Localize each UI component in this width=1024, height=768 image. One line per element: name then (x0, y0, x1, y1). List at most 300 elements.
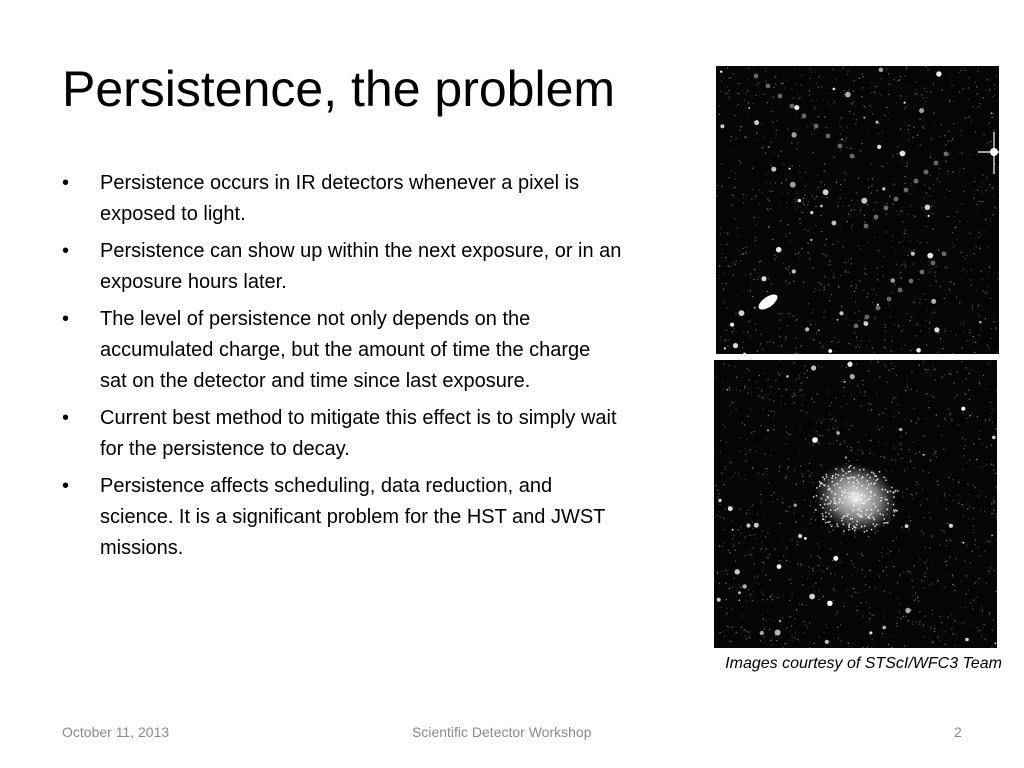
noise-speck (861, 553, 862, 554)
noise-speck (797, 541, 798, 542)
noise-speck (860, 392, 861, 393)
noise-speck (875, 588, 876, 589)
noise-speck (741, 615, 742, 616)
noise-speck (792, 593, 793, 594)
noise-speck (928, 472, 929, 473)
blob-grain (834, 498, 836, 500)
noise-speck (748, 112, 749, 113)
noise-speck (865, 107, 866, 108)
noise-speck (871, 288, 872, 289)
noise-speck (772, 599, 773, 600)
noise-speck (875, 317, 876, 318)
noise-speck (977, 211, 978, 212)
noise-speck (997, 352, 998, 353)
noise-speck (720, 244, 721, 245)
noise-speck (718, 278, 719, 279)
noise-speck (760, 640, 761, 641)
star (735, 569, 740, 574)
noise-speck (993, 214, 994, 215)
noise-speck (863, 105, 864, 106)
noise-speck (726, 442, 727, 443)
blob-grain (841, 495, 843, 497)
noise-speck (769, 399, 770, 400)
noise-speck (725, 232, 726, 233)
noise-speck (840, 190, 841, 191)
noise-speck (833, 244, 834, 245)
noise-speck (990, 567, 991, 568)
noise-speck (809, 94, 810, 95)
noise-speck (759, 261, 760, 262)
star (832, 221, 837, 226)
noise-speck (918, 279, 919, 280)
noise-speck (917, 597, 918, 598)
noise-speck (723, 363, 724, 364)
noise-speck (737, 104, 738, 105)
noise-speck (979, 103, 980, 104)
blob-grain (827, 503, 829, 505)
noise-speck (844, 441, 845, 442)
noise-speck (993, 321, 994, 322)
noise-speck (765, 454, 766, 455)
noise-speck (780, 320, 781, 321)
noise-speck (840, 198, 841, 199)
noise-speck (746, 513, 747, 514)
noise-speck (735, 178, 736, 179)
noise-speck (947, 523, 948, 524)
noise-speck (924, 576, 925, 577)
noise-speck (961, 542, 962, 543)
noise-speck (755, 225, 756, 226)
blob-grain (815, 509, 817, 511)
noise-speck (950, 152, 951, 153)
blob-grain (819, 486, 821, 488)
noise-speck (723, 517, 724, 518)
noise-speck (965, 545, 966, 546)
noise-speck (896, 626, 897, 627)
noise-speck (760, 502, 761, 503)
noise-speck (741, 587, 742, 588)
noise-speck (857, 460, 858, 461)
noise-speck (764, 514, 765, 515)
noise-speck (814, 512, 815, 513)
noise-speck (848, 214, 849, 215)
noise-speck (752, 296, 753, 297)
noise-speck (721, 81, 722, 82)
noise-speck (843, 395, 844, 396)
noise-speck (761, 542, 762, 543)
noise-speck (752, 505, 753, 506)
bullet-text: The level of persistence not only depends on the accumulated charge, but the amount of time the charge sat on the detector and time since last exposure. (100, 308, 591, 392)
noise-speck (989, 267, 990, 268)
noise-speck (961, 252, 962, 253)
noise-speck (861, 340, 862, 341)
noise-speck (817, 175, 818, 176)
noise-speck (837, 241, 838, 242)
blob-grain (847, 477, 849, 479)
star (961, 407, 965, 411)
noise-speck (869, 613, 870, 614)
noise-speck (924, 88, 925, 89)
persistence-spot (850, 154, 855, 159)
noise-speck (906, 68, 907, 69)
noise-speck (864, 395, 865, 396)
noise-speck (931, 395, 932, 396)
noise-speck (801, 604, 802, 605)
noise-speck (972, 608, 973, 609)
noise-speck (811, 399, 812, 400)
star (965, 638, 969, 642)
noise-speck (795, 117, 796, 118)
blob-grain (832, 475, 834, 477)
noise-speck (869, 586, 870, 587)
noise-speck (985, 231, 986, 232)
noise-speck (821, 367, 822, 368)
noise-speck (957, 211, 958, 212)
noise-speck (854, 592, 855, 593)
noise-speck (910, 240, 911, 241)
noise-speck (846, 404, 847, 405)
noise-speck (993, 464, 994, 465)
noise-speck (809, 78, 810, 79)
noise-speck (835, 614, 836, 615)
noise-speck (801, 248, 802, 249)
blob-grain (868, 498, 870, 500)
noise-speck (765, 536, 766, 537)
noise-speck (878, 574, 879, 575)
noise-speck (986, 583, 987, 584)
noise-speck (892, 540, 893, 541)
star (776, 247, 782, 253)
noise-speck (951, 614, 952, 615)
noise-speck (818, 442, 819, 443)
blob-grain (857, 494, 859, 496)
noise-speck (800, 345, 801, 346)
noise-speck (935, 312, 936, 313)
noise-speck (944, 135, 945, 136)
noise-speck (717, 515, 718, 516)
noise-speck (748, 102, 749, 103)
noise-speck (819, 570, 820, 571)
noise-speck (944, 493, 945, 494)
noise-speck (844, 94, 845, 95)
noise-speck (845, 138, 846, 139)
noise-speck (788, 434, 789, 435)
noise-speck (779, 360, 780, 361)
blob-grain (855, 500, 857, 502)
noise-speck (849, 111, 850, 112)
star (720, 71, 722, 73)
noise-speck (913, 408, 914, 409)
noise-speck (795, 201, 796, 202)
bullet-item (62, 403, 622, 465)
noise-speck (840, 184, 841, 185)
noise-speck (723, 288, 724, 289)
noise-speck (982, 193, 983, 194)
noise-speck (846, 173, 847, 174)
blob-grain (823, 494, 825, 496)
noise-speck (825, 127, 826, 128)
noise-speck (729, 405, 730, 406)
noise-speck (776, 256, 777, 257)
noise-speck (810, 523, 811, 524)
blob-grain (857, 509, 859, 511)
star (804, 537, 807, 540)
noise-speck (901, 211, 902, 212)
noise-speck (802, 473, 803, 474)
noise-speck (901, 349, 902, 350)
noise-speck (978, 335, 979, 336)
noise-speck (944, 298, 945, 299)
blob-grain (850, 477, 852, 479)
blob-grain (853, 485, 855, 487)
bullet-item (62, 471, 622, 564)
noise-speck (993, 620, 994, 621)
noise-speck (719, 265, 720, 266)
blob-grain (848, 525, 850, 527)
noise-speck (731, 151, 732, 152)
noise-speck (886, 162, 887, 163)
noise-speck (733, 546, 734, 547)
noise-speck (829, 300, 830, 301)
blob-grain (842, 502, 844, 504)
star (992, 436, 996, 440)
noise-speck (841, 381, 842, 382)
noise-speck (926, 91, 927, 92)
noise-speck (842, 129, 843, 130)
noise-speck (747, 392, 748, 393)
blob-grain (822, 476, 824, 478)
noise-speck (975, 487, 976, 488)
noise-speck (728, 324, 729, 325)
star (728, 506, 733, 511)
star (820, 205, 823, 208)
noise-speck (819, 599, 820, 600)
noise-speck (983, 175, 984, 176)
star (789, 168, 791, 170)
noise-speck (814, 107, 815, 108)
noise-speck (894, 449, 895, 450)
noise-speck (962, 469, 963, 470)
noise-speck (791, 598, 792, 599)
noise-speck (854, 157, 855, 158)
blob-grain (880, 513, 882, 515)
persistence-spot (838, 144, 843, 149)
noise-speck (770, 387, 771, 388)
noise-speck (979, 248, 980, 249)
noise-speck (898, 550, 899, 551)
noise-speck (873, 210, 874, 211)
noise-speck (790, 583, 791, 584)
noise-speck (768, 379, 769, 380)
noise-speck (749, 535, 750, 536)
noise-speck (786, 325, 787, 326)
noise-speck (946, 540, 947, 541)
noise-speck (877, 400, 878, 401)
noise-speck (959, 168, 960, 169)
blob-grain (868, 484, 870, 486)
noise-speck (905, 230, 906, 231)
noise-speck (848, 70, 849, 71)
noise-speck (722, 253, 723, 254)
noise-speck (904, 76, 905, 77)
blob-grain (829, 503, 831, 505)
noise-speck (720, 632, 721, 633)
noise-speck (891, 247, 892, 248)
noise-speck (785, 280, 786, 281)
noise-speck (740, 126, 741, 127)
noise-speck (814, 643, 815, 644)
noise-speck (917, 324, 918, 325)
star (738, 591, 741, 594)
noise-speck (989, 184, 990, 185)
noise-speck (767, 342, 768, 343)
noise-speck (853, 563, 854, 564)
noise-speck (847, 446, 848, 447)
noise-speck (805, 194, 806, 195)
noise-speck (927, 568, 928, 569)
noise-speck (920, 505, 921, 506)
noise-speck (983, 624, 984, 625)
noise-speck (840, 150, 841, 151)
noise-speck (796, 148, 797, 149)
blob-grain (887, 492, 889, 494)
blob-grain (883, 477, 885, 479)
noise-speck (932, 610, 933, 611)
noise-speck (782, 647, 783, 648)
persistence-spot (814, 124, 819, 129)
noise-speck (758, 583, 759, 584)
noise-speck (920, 330, 921, 331)
blob-grain (827, 496, 829, 498)
noise-speck (911, 372, 912, 373)
noise-speck (931, 268, 932, 269)
noise-speck (755, 139, 756, 140)
blob-grain (864, 495, 866, 497)
noise-speck (796, 319, 797, 320)
noise-speck (810, 501, 811, 502)
blob-grain (842, 470, 844, 472)
noise-speck (887, 382, 888, 383)
noise-speck (755, 237, 756, 238)
noise-speck (993, 195, 994, 196)
noise-speck (861, 603, 862, 604)
noise-speck (717, 502, 718, 503)
noise-speck (962, 516, 963, 517)
noise-speck (888, 548, 889, 549)
noise-speck (765, 575, 766, 576)
noise-speck (886, 68, 887, 69)
blob-grain (827, 522, 829, 524)
noise-speck (741, 627, 742, 628)
noise-speck (785, 478, 786, 479)
noise-speck (979, 467, 980, 468)
noise-speck (906, 67, 907, 68)
noise-speck (814, 591, 815, 592)
noise-speck (816, 333, 817, 334)
noise-speck (818, 187, 819, 188)
blob-grain (848, 466, 850, 468)
noise-speck (818, 282, 819, 283)
noise-speck (826, 239, 827, 240)
noise-speck (750, 432, 751, 433)
noise-speck (785, 339, 786, 340)
noise-speck (878, 250, 879, 251)
noise-speck (775, 134, 776, 135)
blob-grain (835, 474, 837, 476)
noise-speck (937, 580, 938, 581)
noise-speck (744, 424, 745, 425)
noise-speck (885, 443, 886, 444)
noise-speck (836, 78, 837, 79)
noise-speck (744, 100, 745, 101)
noise-speck (809, 90, 810, 91)
noise-speck (984, 511, 985, 512)
noise-speck (771, 165, 772, 166)
noise-speck (970, 562, 971, 563)
noise-speck (978, 495, 979, 496)
noise-speck (860, 601, 861, 602)
noise-speck (727, 92, 728, 93)
noise-speck (946, 546, 947, 547)
noise-speck (998, 272, 999, 273)
noise-speck (886, 213, 887, 214)
noise-speck (899, 242, 900, 243)
noise-speck (732, 402, 733, 403)
star (790, 182, 796, 188)
noise-speck (802, 516, 803, 517)
star (786, 375, 789, 378)
noise-speck (750, 276, 751, 277)
noise-speck (927, 560, 928, 561)
noise-speck (909, 193, 910, 194)
noise-speck (889, 195, 890, 196)
blob-grain (836, 523, 838, 525)
noise-speck (956, 239, 957, 240)
noise-speck (832, 319, 833, 320)
noise-speck (919, 624, 920, 625)
noise-speck (855, 301, 856, 302)
noise-speck (851, 210, 852, 211)
blob-grain (884, 522, 886, 524)
noise-speck (786, 432, 787, 433)
noise-speck (801, 178, 802, 179)
noise-speck (877, 202, 878, 203)
noise-speck (729, 588, 730, 589)
noise-speck (871, 193, 872, 194)
noise-speck (971, 269, 972, 270)
noise-speck (885, 231, 886, 232)
noise-speck (725, 93, 726, 94)
noise-speck (749, 379, 750, 380)
noise-speck (905, 107, 906, 108)
noise-speck (832, 418, 833, 419)
noise-speck (890, 197, 891, 198)
noise-speck (734, 218, 735, 219)
noise-speck (777, 372, 778, 373)
noise-speck (789, 233, 790, 234)
noise-speck (731, 641, 732, 642)
noise-speck (822, 346, 823, 347)
noise-speck (798, 353, 799, 354)
noise-speck (933, 84, 934, 85)
noise-speck (976, 247, 977, 248)
noise-speck (752, 521, 753, 522)
noise-speck (965, 439, 966, 440)
noise-speck (749, 451, 750, 452)
noise-speck (777, 499, 778, 500)
noise-speck (744, 479, 745, 480)
noise-speck (882, 427, 883, 428)
